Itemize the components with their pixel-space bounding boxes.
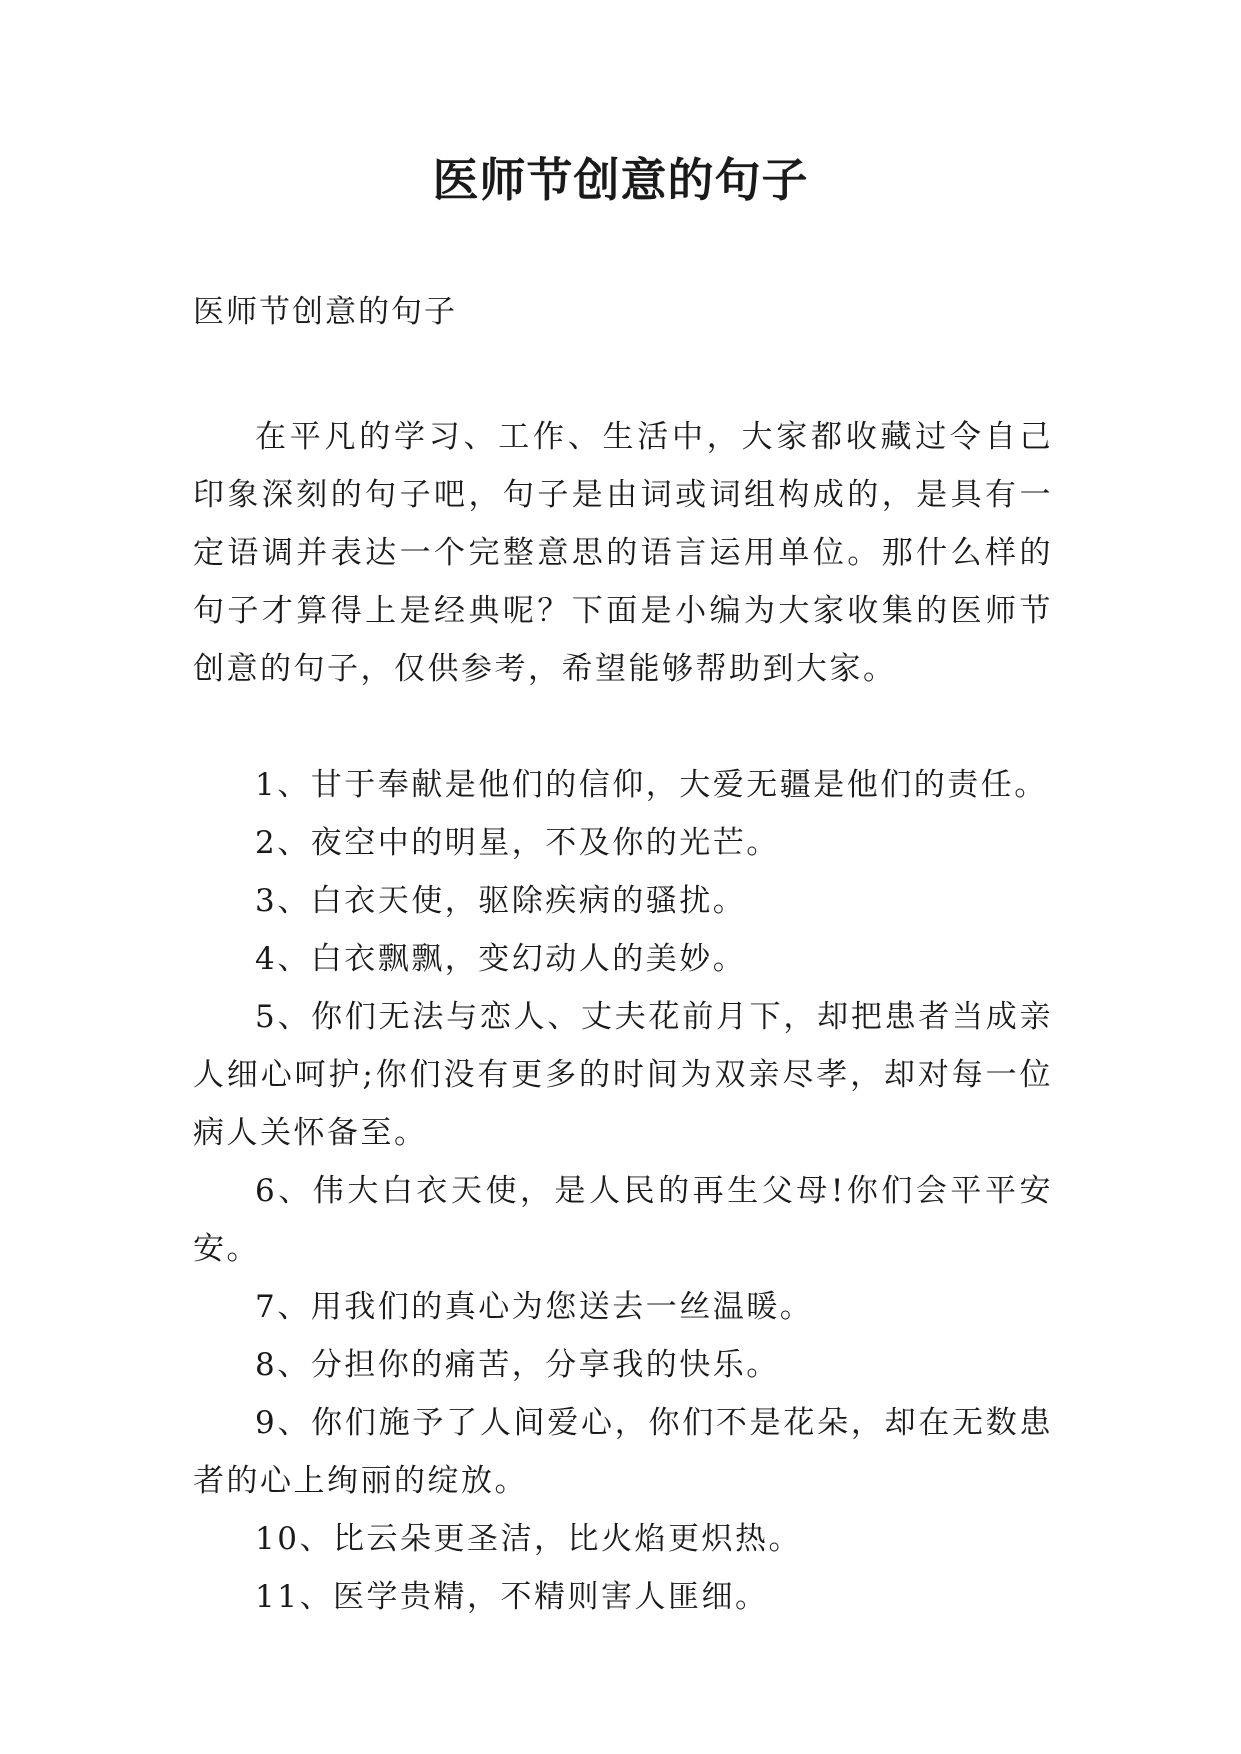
- document-title: 医师节创意的句子: [432, 153, 809, 207]
- sentence-item: 8、分担你的痛苦，分享我的快乐。: [255, 1347, 780, 1383]
- sentence-item: 10、比云朵更圣洁，比火焰更炽热。: [255, 1521, 802, 1557]
- sentence-item: 7、用我们的真心为您送去一丝温暖。: [255, 1289, 814, 1325]
- intro-paragraph: 在平凡的学习、工作、生活中，大家都收藏过令自己印象深刻的句子吧，句子是由词或词组构成的，是具有一定语调并表达一个完整意思的语言运用单位。那什么样的句子才算得上是经典呢？下面是小编为大家收集的医师节创意的句子，仅供参考，希望能够帮助到大家。: [193, 419, 1053, 687]
- sentence-item: 4、白衣飘飘，变幻动人的美妙。: [255, 941, 747, 977]
- sentence-item: 3、白衣天使，驱除疾病的骚扰。: [255, 883, 747, 919]
- sentence-item: 9、你们施予了人间爱心，你们不是花朵，却在无数患者的心上绚丽的绽放。: [193, 1405, 1053, 1499]
- document-subtitle: 医师节创意的句子: [193, 294, 457, 330]
- sentence-item: 5、你们无法与恋人、丈夫花前月下，却把患者当成亲人细心呵护;你们没有更多的时间为双亲尽孝，却对每一位病人关怀备至。: [193, 999, 1053, 1151]
- sentence-item: 1、甘于奉献是他们的信仰，大爱无疆是他们的责任。: [255, 767, 1048, 803]
- document-body: [193, 408, 1053, 1626]
- sentence-item: 2、夜空中的明星，不及你的光芒。: [255, 825, 780, 861]
- sentence-item: 11、医学贵精，不精则害人匪细。: [255, 1579, 769, 1615]
- sentence-item: 6、伟大白衣天使，是人民的再生父母!你们会平平安安。: [193, 1173, 1053, 1267]
